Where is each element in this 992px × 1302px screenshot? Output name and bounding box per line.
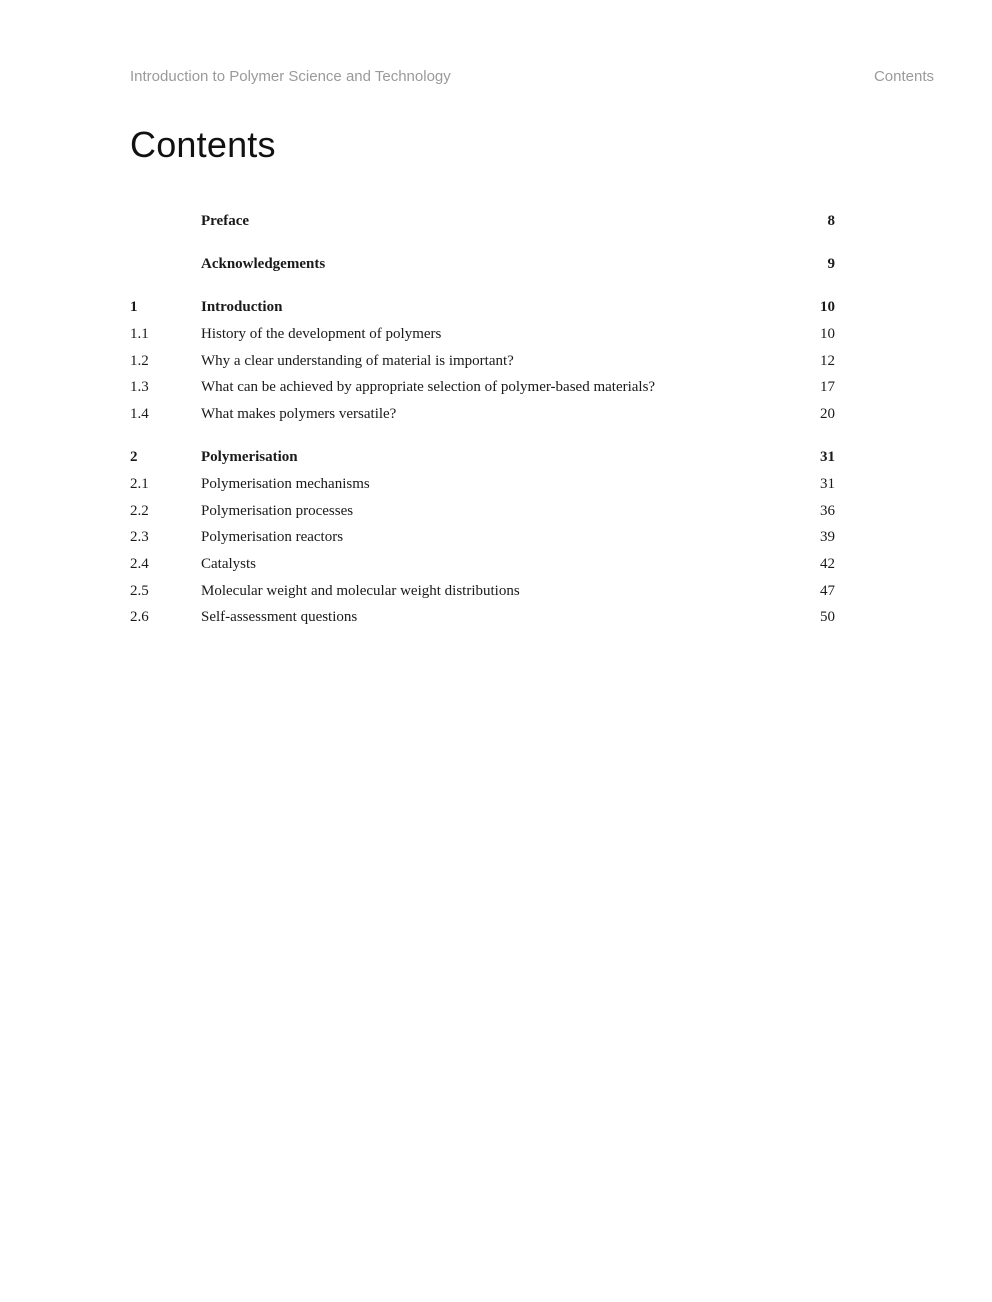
toc-section-number: 2.2	[130, 503, 149, 519]
page-title: Contents	[130, 124, 276, 165]
toc-entry-preface[interactable]	[130, 210, 835, 232]
toc-section-page: 50	[820, 609, 835, 625]
toc-section-title: Polymerisation mechanisms	[201, 476, 370, 492]
toc-section-1-3[interactable]	[130, 376, 835, 398]
toc-section-page: 10	[820, 326, 835, 342]
toc-section-number: 1.4	[130, 406, 149, 422]
toc-section-title: Molecular weight and molecular weight distributions	[201, 583, 520, 599]
toc-section-page: 17	[820, 379, 835, 395]
toc-section-number: 2.3	[130, 529, 149, 545]
toc-section-title: Why a clear understanding of material is important?	[201, 353, 514, 369]
toc-section-2-4[interactable]	[130, 553, 835, 575]
toc-chapter-page: 31	[820, 449, 835, 465]
toc-section-title: Self-assessment questions	[201, 609, 358, 625]
toc-section-title: Catalysts	[201, 556, 256, 572]
toc-chapter-title: Introduction	[201, 299, 283, 315]
toc-section-title: Polymerisation reactors	[201, 529, 344, 545]
running-head-book-title: Introduction to Polymer Science and Technology	[130, 68, 451, 85]
toc-chapter-number: 1	[130, 299, 138, 315]
toc-section-number: 1.2	[130, 353, 149, 369]
toc-section-number: 2.4	[130, 556, 149, 572]
toc-section-page: 42	[820, 556, 835, 572]
toc-entry-page: 9	[827, 256, 835, 272]
toc-chapter-page: 10	[820, 299, 835, 315]
toc-entry-acknowledgements[interactable]	[130, 253, 835, 275]
toc-entry-title: Preface	[201, 213, 250, 229]
toc-section-page: 12	[820, 353, 835, 369]
toc-section-page: 31	[820, 476, 835, 492]
toc-chapter-number: 2	[130, 449, 138, 465]
toc-section-number: 1.3	[130, 379, 149, 395]
toc-section-title: History of the development of polymers	[201, 326, 442, 342]
toc-chapter-title: Polymerisation	[201, 449, 298, 465]
toc-section-title: What makes polymers versatile?	[201, 406, 397, 422]
toc-section-2-3[interactable]	[130, 526, 835, 548]
toc-section-2-5[interactable]	[130, 580, 835, 602]
toc-section-number: 2.5	[130, 583, 149, 599]
toc-section-number: 2.1	[130, 476, 149, 492]
toc-section-number: 1.1	[130, 326, 149, 342]
toc-section-2-1[interactable]	[130, 473, 835, 495]
toc-section-1-2[interactable]	[130, 350, 835, 372]
toc-section-page: 47	[820, 583, 835, 599]
toc-entry-title: Acknowledgements	[201, 256, 326, 272]
toc-section-title: What can be achieved by appropriate selection of polymer-based materials?	[201, 379, 656, 395]
toc-section-2-2[interactable]	[130, 500, 835, 522]
toc-chapter-polymerisation[interactable]	[130, 446, 835, 468]
toc-section-1-4[interactable]	[130, 403, 835, 425]
toc-section-page: 36	[820, 503, 835, 519]
running-head-section: Contents	[873, 68, 934, 85]
toc-section-number: 2.6	[130, 609, 149, 625]
toc-entry-page: 8	[827, 213, 835, 229]
toc-section-1-1[interactable]	[130, 323, 835, 345]
toc-section-title: Polymerisation processes	[201, 503, 354, 519]
toc-section-2-6[interactable]	[130, 606, 835, 628]
toc-section-page: 39	[820, 529, 835, 545]
toc-chapter-introduction[interactable]	[130, 296, 835, 318]
toc-section-page: 20	[820, 406, 835, 422]
